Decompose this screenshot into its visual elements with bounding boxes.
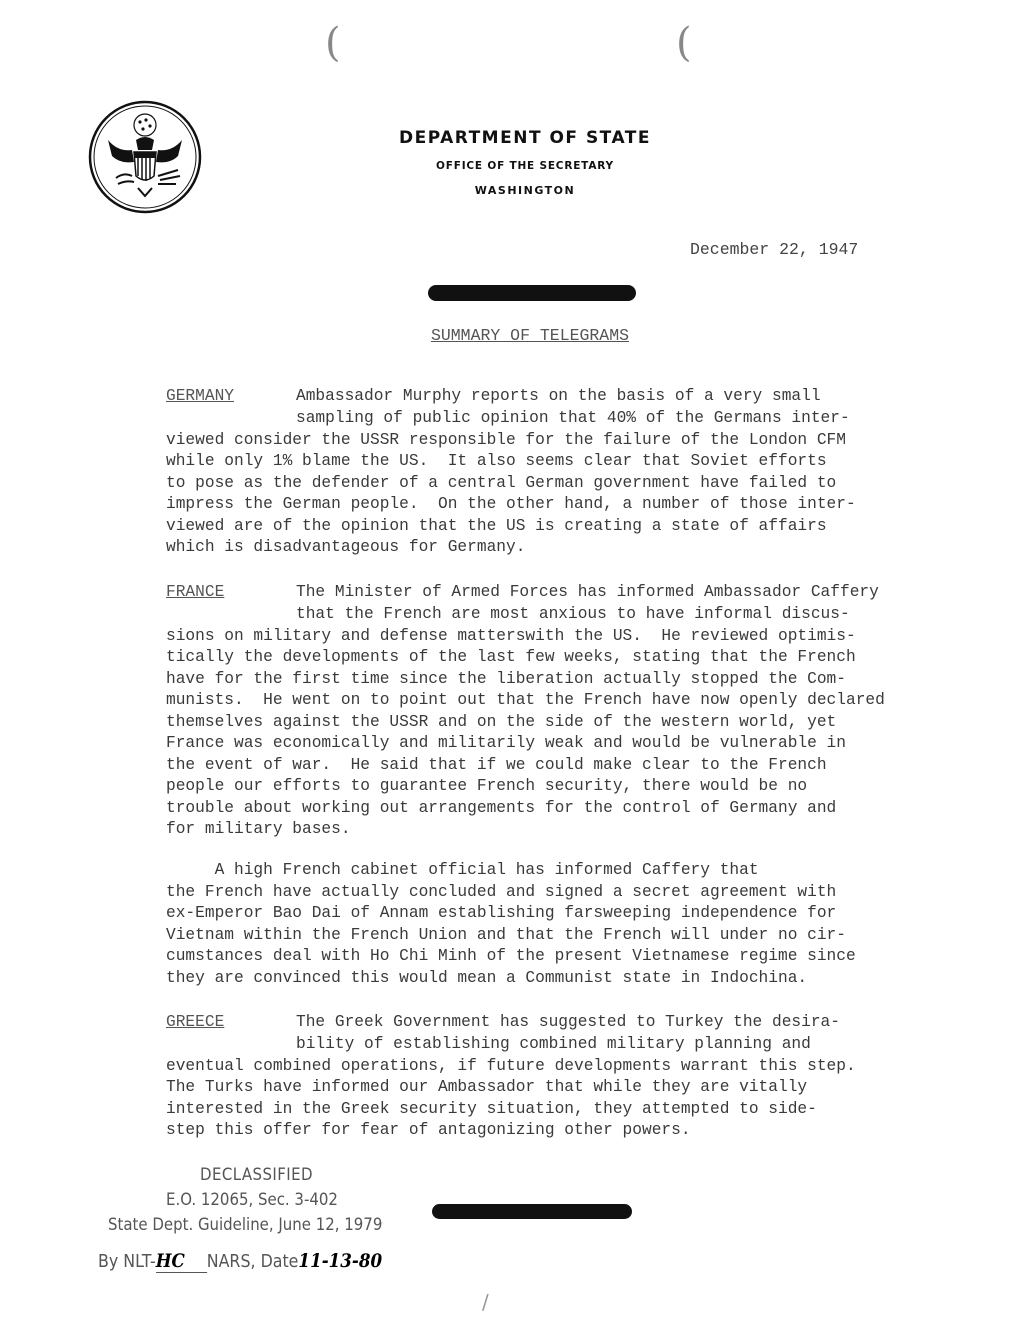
declassified-stamp: DECLASSIFIED	[200, 1165, 314, 1185]
declassified-by-line	[98, 1250, 382, 1273]
by-initials-handwritten: HC	[156, 1250, 207, 1273]
greece-body-line: eventual combined operations, if future developments warrant this step.	[166, 1056, 856, 1075]
france-body-line: tically the developments of the last few weeks, stating that the French	[166, 648, 856, 666]
scan-mark: /	[482, 1290, 489, 1314]
great-seal-eagle-icon	[88, 100, 202, 214]
france-first-line: The Minister of Armed Forces has informed Ambassador Caffery	[296, 583, 879, 601]
germany-body-line: viewed are of the opinion that the US is creating a state of affairs	[166, 516, 827, 535]
france-body-line: that the French are most anxious to have informal discus-	[296, 605, 850, 623]
france-body-line: trouble about working out arrangements for the control of Germany and	[166, 798, 837, 817]
by-date-handwritten: 11-13-80	[298, 1250, 383, 1272]
declassified-guideline: State Dept. Guideline, June 12, 1979	[108, 1215, 383, 1235]
france-body-line: have for the first time since the liberation actually stopped the Com-	[166, 669, 846, 688]
redacted-classification-marking	[428, 285, 636, 301]
section-caption-germany: GERMANY	[166, 387, 234, 405]
germany-body-line: to pose as the defender of a central German government have failed to	[166, 473, 837, 492]
letterhead-department: DEPARTMENT OF STATE	[398, 128, 652, 148]
france-body-line: France was economically and militarily weak and would be vulnerable in	[166, 734, 846, 752]
france-body-line: themselves against the USSR and on the side of the western world, yet	[166, 712, 837, 731]
greece-body-line: step this offer for fear of antagonizing other powers.	[166, 1121, 691, 1139]
document-date: December 22, 1947	[690, 240, 859, 259]
letterhead-office: OFFICE OF THE SECRETARY	[436, 160, 614, 172]
germany-body-line: while only 1% blame the US. It also seems clear that Soviet efforts	[166, 452, 827, 470]
greece-body	[166, 1034, 966, 1142]
france-body-line: munists. He went on to point out that the French have now openly declared	[166, 691, 885, 709]
greece-first-line: The Greek Government has suggested to Turkey the desira-	[296, 1013, 840, 1031]
by-nars-date-label: NARS, Date	[206, 1251, 299, 1272]
germany-body-line: which is disadvantageous for Germany.	[166, 538, 526, 556]
france-second-paragraph: A high French cabinet official has informed Caffery that the French have actually concluded and signed a secret agreement with ex-Emperor Bao Dai of Annam establishing farsweeping independence for Vietnam within the French Union and that the French will under no cir- cumstances deal with Ho Chi Minh of the present Vietnamese regime since they are convinced this would mean a Communist state in Indochina.	[166, 861, 856, 987]
section-caption-greece: GREECE	[166, 1013, 225, 1031]
germany-body	[166, 408, 966, 559]
france-body-line: for military bases.	[166, 820, 351, 838]
document-title: SUMMARY OF TELEGRAMS	[430, 326, 630, 345]
germany-body-line: viewed consider the USSR responsible for the failure of the London CFM	[166, 430, 846, 449]
germany-first-line: Ambassador Murphy reports on the basis of a very small	[296, 387, 821, 405]
section-caption-france: FRANCE	[166, 583, 225, 601]
greece-body-line: bility of establishing combined military planning and	[296, 1035, 811, 1053]
france-body-line: the event of war. He said that if we could make clear to the French	[166, 755, 827, 774]
punch-hole-mark: (	[676, 20, 692, 66]
declassified-eo: E.O. 12065, Sec. 3-402	[166, 1190, 338, 1210]
france-body-line: people our efforts to guarantee French security, there would be no	[166, 777, 808, 795]
greece-body-line: interested in the Greek security situation, they attempted to side-	[166, 1099, 817, 1118]
by-prefix: By NLT-	[98, 1251, 156, 1272]
punch-hole-mark: (	[325, 20, 341, 66]
redacted-classification-marking-bottom	[432, 1204, 632, 1219]
letterhead-city: WASHINGTON	[474, 184, 576, 197]
germany-body-line: impress the German people. On the other hand, a number of those inter-	[166, 495, 856, 513]
france-body-line: sions on military and defense matterswith the US. He reviewed optimis-	[166, 626, 856, 645]
greece-body-line: The Turks have informed our Ambassador that while they are vitally	[166, 1078, 808, 1096]
france-body	[166, 604, 966, 841]
germany-body-line: sampling of public opinion that 40% of the Germans inter-	[296, 409, 850, 427]
